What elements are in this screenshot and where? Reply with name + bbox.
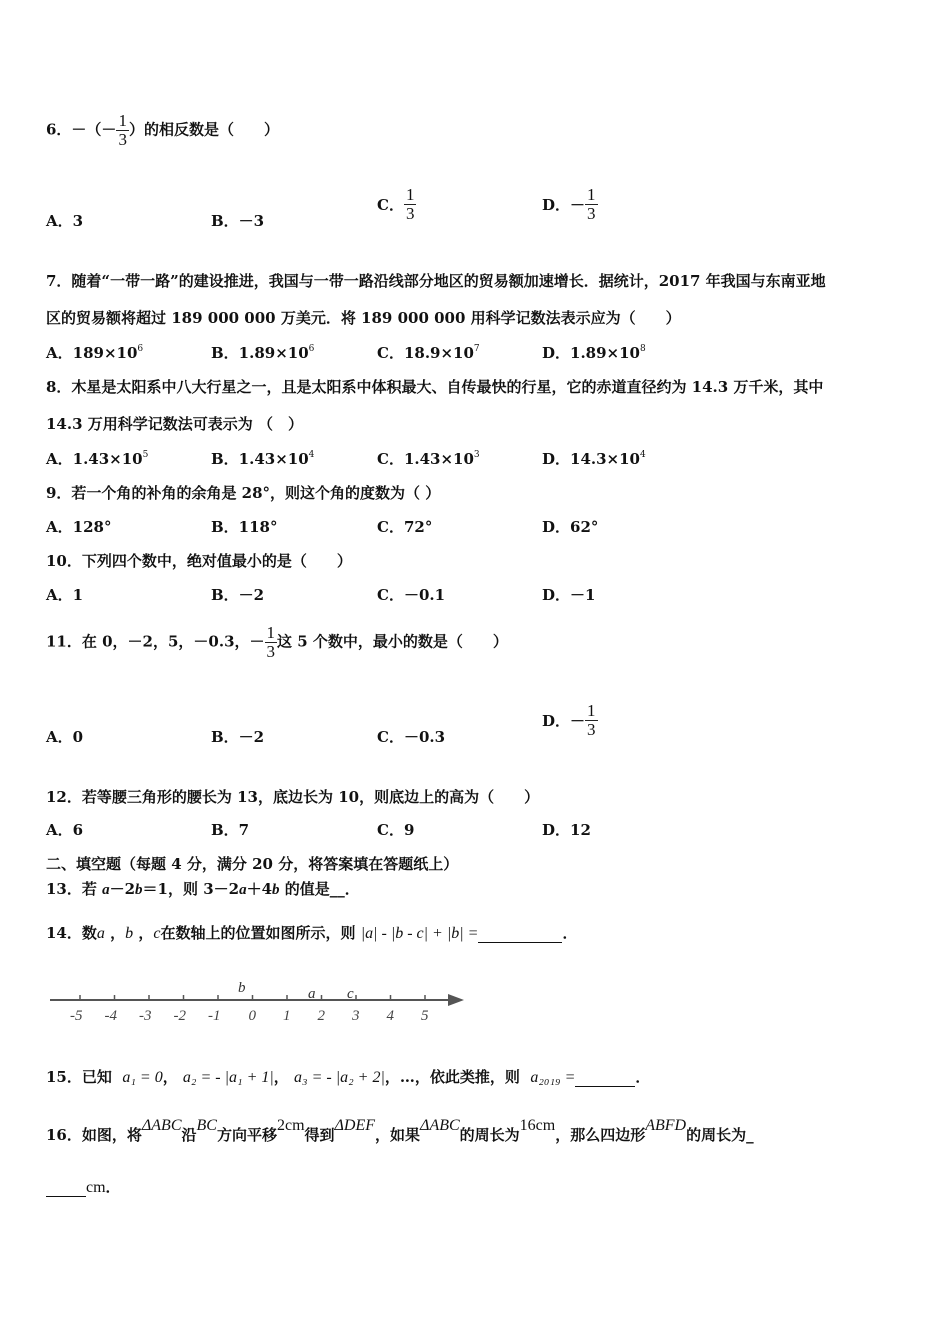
q12-option-c: C．9	[377, 821, 415, 839]
question-15: 15．已知 a₁ = 0， a₂ = - |a₁ + 1|， a₃ = - |a₂ + 2|，…，依此类推，则 a₂₀₁₉ = ．	[46, 1068, 651, 1086]
q15-a1: a₁ = 0	[122, 1069, 163, 1086]
number-line-figure	[46, 976, 476, 1026]
tick-label: 2	[317, 1008, 325, 1024]
q14-answer-blank	[478, 924, 562, 943]
q14-expression: |a| - |b - c| + |b| =	[360, 925, 479, 942]
point-label-a: a	[308, 986, 316, 1002]
q9-option-b: B．118°	[211, 518, 278, 536]
q6-fraction: $\frac{1}{3}$	[118, 111, 127, 149]
var-c: c	[153, 925, 161, 942]
q6-prefix: 6．－（－	[46, 120, 117, 139]
var-b: b	[125, 925, 134, 942]
q8-option-d: D．$14.3\times 10^4$	[542, 450, 646, 468]
q6-option-d-fraction: $\frac{1}{3}$	[587, 185, 596, 223]
q15-a3: a₃ = - |a₂ + 2|	[294, 1069, 385, 1086]
q8-line2: 14.3 万用科学记数法可表示为 （ ）	[46, 415, 303, 433]
point-label-b: b	[238, 980, 246, 996]
section-2-heading: 二、填空题（每题 4 分，满分 20 分，将答案填在答题纸上）	[46, 855, 459, 873]
tick-label: -4	[104, 1008, 117, 1024]
question-16: 16．如图，将ΔABC沿BC方向平移2cm得到ΔDEF，如果ΔABC的周长为16cm，那么四边形ABFD的周长为_	[46, 1117, 754, 1144]
question-14: 14．数a ，b ，c在数轴上的位置如图所示，则 |a| - |b - c| + |b| = ．	[46, 924, 578, 942]
tick-label: 1	[283, 1008, 291, 1024]
q16-answer-blank	[46, 1178, 86, 1197]
var-a: a	[96, 925, 105, 942]
q11-option-d: D．－ $\frac{1}{3}$	[542, 701, 596, 739]
q6-suffix: ）的相反数是（ ）	[128, 120, 279, 139]
q11-option-a: A．0	[46, 728, 84, 746]
tick-label: -3	[139, 1008, 152, 1024]
q7-option-b: B．$1.89\times 10^6$	[211, 344, 315, 362]
tick-label: 0	[248, 1008, 256, 1024]
q11-option-b: B．－2	[211, 728, 265, 746]
q7-option-c: C．$18.9\times 10^7$	[377, 344, 480, 362]
q7-line1: 7．随着“一带一路”的建设推进，我国与一带一路沿线部分地区的贸易额加速增长．据统计，2017 年我国与东南亚地	[46, 272, 826, 290]
tick-label: 5	[421, 1008, 429, 1024]
tick-label: -2	[173, 1008, 186, 1024]
q8-option-a: A．$1.43\times 10^5$	[46, 450, 149, 468]
q7-option-d: D．$1.89\times 10^8$	[542, 344, 646, 362]
q8-option-c: C．$1.43\times 10^3$	[377, 450, 480, 468]
q6-option-d: D．－ $\frac{1}{3}$	[542, 185, 596, 223]
tick-label: 3	[352, 1008, 360, 1024]
q8-option-b: B．$1.43\times 10^4$	[211, 450, 315, 468]
question-6	[46, 112, 279, 149]
q6-option-c-fraction: $\frac{1}{3}$	[405, 185, 415, 223]
tick-label: -5	[70, 1008, 83, 1024]
q9-option-c: C．72°	[377, 518, 433, 536]
q11-option-d-fraction: $\frac{1}{3}$	[587, 701, 596, 739]
q15-a2019: a₂₀₁₉ =	[530, 1069, 576, 1086]
q16-line2: cm．	[46, 1176, 121, 1197]
q9-text: 9．若一个角的补角的余角是 28°，则这个角的度数为（ ）	[46, 484, 441, 502]
q7-option-a: A．$189\times 10^6$	[46, 344, 144, 362]
q12-option-b: B．7	[211, 821, 250, 839]
q9-option-d: D．62°	[542, 518, 599, 536]
tick-label: 4	[386, 1008, 394, 1024]
q11-option-c: C．－0.3	[377, 728, 446, 746]
q10-option-c: C．－0.1	[377, 586, 446, 604]
q12-option-a: A．6	[46, 821, 84, 839]
q10-option-d: D．－1	[542, 586, 596, 604]
question-11: 11．在 0，－2，5，－0.3，－ $\frac{1}{3}$ 这 5 个数中，最小的数是（ ）	[46, 623, 508, 661]
q6-option-b: B．－3	[211, 212, 265, 230]
q8-line1: 8．木星是太阳系中八大行星之一，且是太阳系中体积最大、自传最快的行星，它的赤道直径约为 14.3 万千米，其中	[46, 378, 824, 396]
q9-option-a: A．128°	[46, 518, 112, 536]
tick-label: -1	[208, 1008, 221, 1024]
q15-a2: a₂ = - |a₁ + 1|	[182, 1069, 274, 1086]
q7-line2: 区的贸易额将超过 189 000 000 万美元．将 189 000 000 用科学记数法表示应为（ ）	[46, 309, 681, 327]
q11-fraction: $\frac{1}{3}$	[266, 623, 276, 661]
question-13: 13．若 a－2b＝1，则 3－2a＋4b 的值是__．	[46, 880, 360, 898]
q12-text: 12．若等腰三角形的腰长为 13，底边长为 10，则底边上的高为（ ）	[46, 788, 540, 806]
q12-option-d: D．12	[542, 821, 591, 839]
q6-option-c: C． $\frac{1}{3}$	[377, 185, 415, 223]
q15-answer-blank	[575, 1068, 635, 1087]
q10-text: 10．下列四个数中，绝对值最小的是（ ）	[46, 552, 352, 570]
q10-option-b: B．－2	[211, 586, 265, 604]
q10-option-a: A．1	[46, 586, 84, 604]
number-line-arrow-icon	[448, 994, 464, 1006]
q6-option-a: A．3	[46, 212, 84, 230]
point-label-c: c	[347, 986, 354, 1002]
